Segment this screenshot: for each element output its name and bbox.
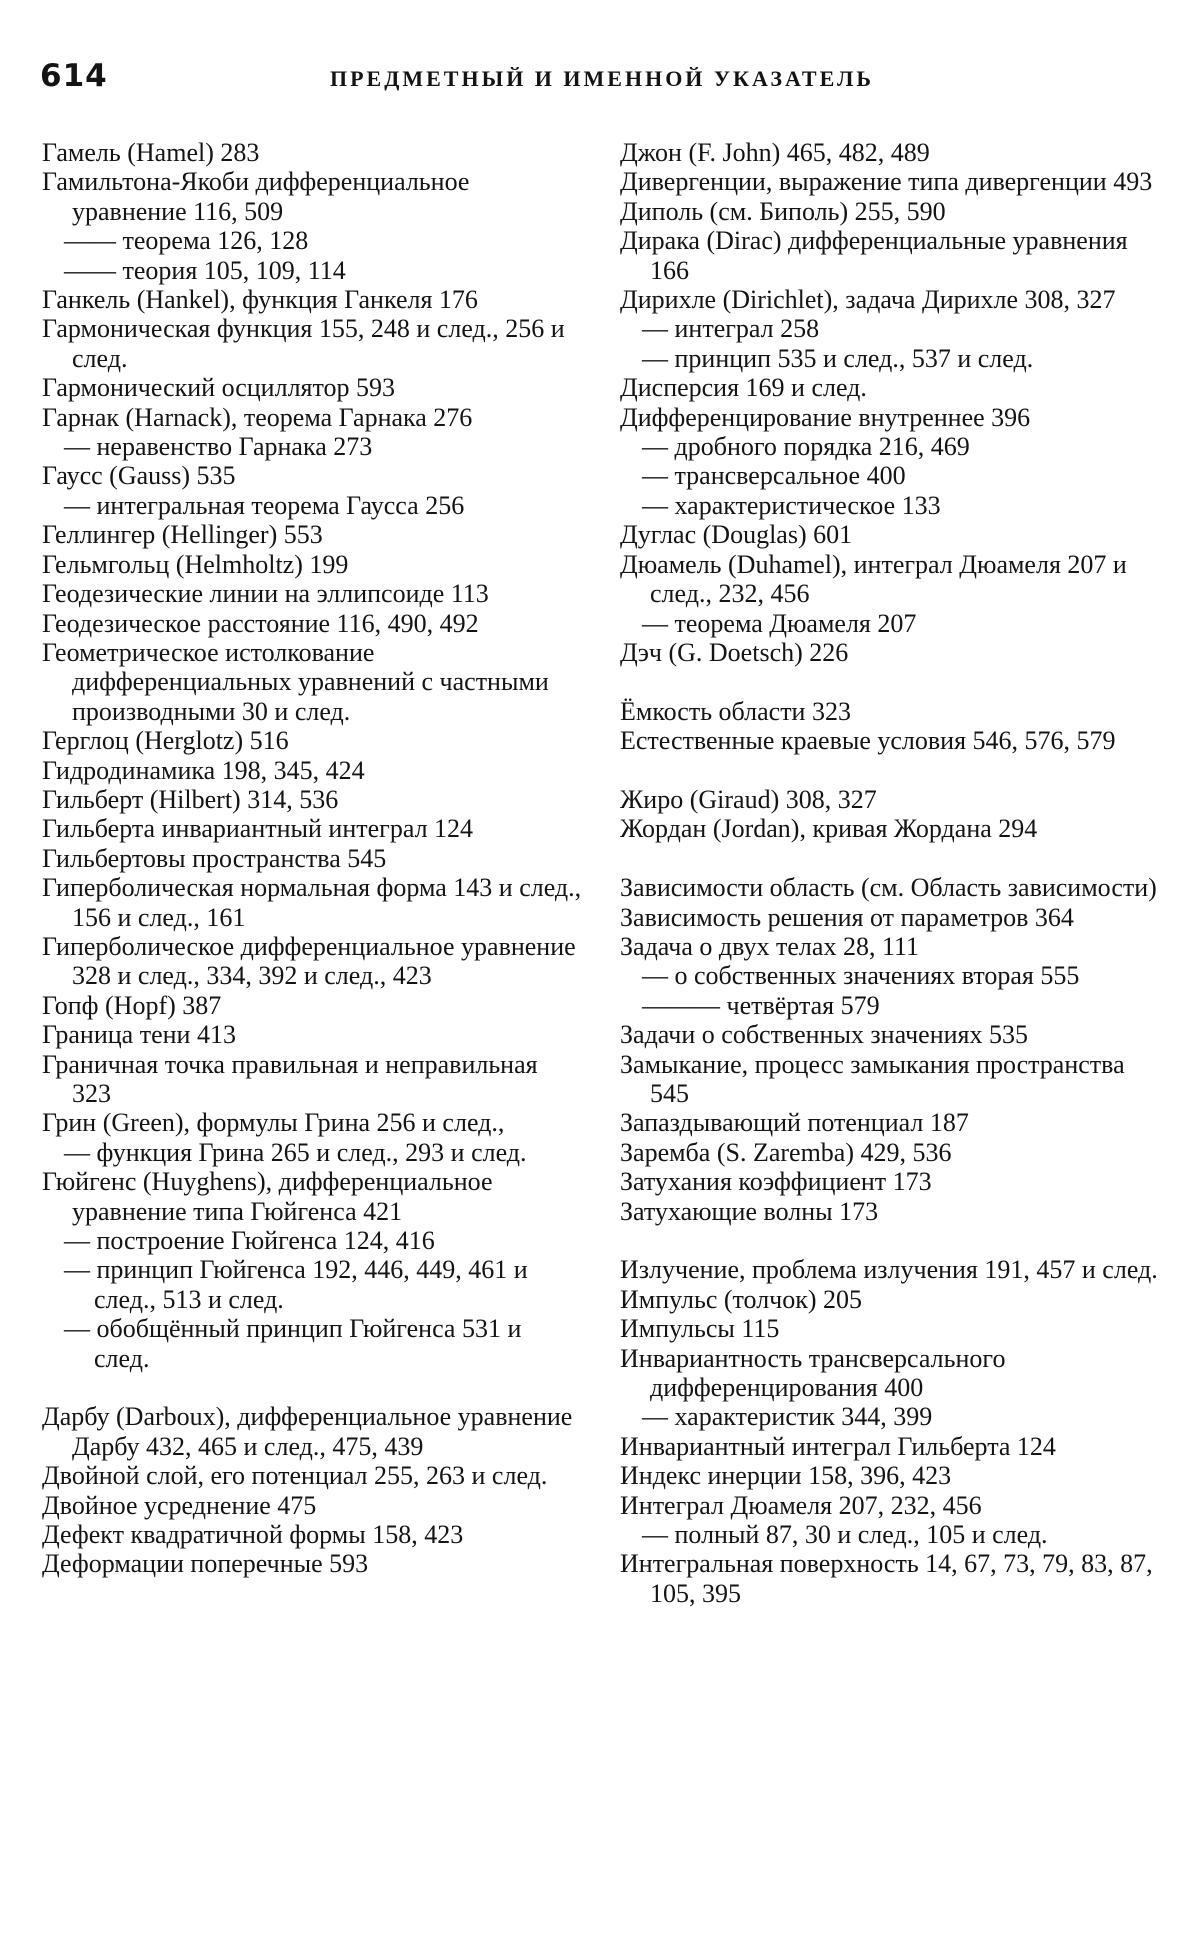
index-entry: Задача о двух телах 28, 111	[620, 931, 920, 961]
index-entry: Замыкание, процесс замыкания пространства 545	[620, 1049, 1125, 1108]
index-entry: Дифференцирование внутреннее 396	[620, 402, 1031, 432]
index-entry: Дарбу (Darboux), дифференциальное уравнение Дарбу 432, 465 и след., 475, 439	[42, 1402, 573, 1461]
index-entry: Задачи о собственных значениях 535	[620, 1020, 1029, 1050]
index-entry: Интегральная поверхность 14, 67, 73, 79, 83, 87, 105, 395	[620, 1549, 1153, 1608]
index-entry: Гильбертовы пространства 545	[42, 843, 387, 873]
index-subentry: — трансверсальное 400	[642, 461, 906, 491]
index-subentry: — о собственных значениях вторая 555	[642, 961, 1080, 991]
index-subentry: — характеристик 344, 399	[642, 1402, 933, 1432]
section-gap	[620, 667, 1168, 696]
index-entry: Заремба (S. Zaremba) 429, 536	[620, 1137, 952, 1167]
index-subentry: —— теорема 126, 128	[64, 226, 309, 256]
index-entry: Гюйгенс (Huyghens), дифференциальное уравнение типа Гюйгенса 421	[42, 1167, 493, 1226]
index-entry: Герглоц (Herglotz) 516	[42, 726, 289, 756]
index-subentry: — построение Гюйгенса 124, 416	[64, 1226, 435, 1256]
index-entry: Гармонический осциллятор 593	[42, 373, 396, 403]
page-header	[40, 58, 1170, 102]
index-entry: Гамильтона-Якоби дифференциальное уравнение 116, 509	[42, 167, 470, 226]
section-gap	[620, 756, 1168, 785]
index-subentry: — принцип Гюйгенса 192, 446, 449, 461 и след., 513 и след.	[64, 1255, 528, 1314]
index-subentry: — интегральная теорема Гаусса 256	[64, 490, 465, 520]
index-entry: Жиро (Giraud) 308, 327	[620, 784, 877, 814]
running-title: ПРЕДМЕТНЫЙ И ИМЕННОЙ УКАЗАТЕЛЬ	[330, 66, 874, 91]
index-entry: Геодезическое расстояние 116, 490, 492	[42, 608, 479, 638]
index-entry: Затухающие волны 173	[620, 1196, 879, 1226]
index-entry: Дуглас (Douglas) 601	[620, 520, 853, 550]
index-entry: Джон (F. John) 465, 482, 489	[620, 138, 930, 167]
index-entry: Гельмгольц (Helmholtz) 199	[42, 549, 349, 579]
index-entry: Двойной слой, его потенциал 255, 263 и след.	[42, 1461, 548, 1491]
index-entry: Геометрическое истолкование дифференциальных уравнений с частными производными 30 и след.	[42, 637, 549, 726]
index-entry: Гопф (Hopf) 387	[42, 990, 222, 1020]
index-entry: Инвариантный интеграл Гильберта 124	[620, 1431, 1056, 1461]
index-column-right	[620, 138, 1168, 1608]
index-entry: Излучение, проблема излучения 191, 457 и след.	[620, 1255, 1158, 1285]
index-entry: Граница тени 413	[42, 1020, 236, 1050]
index-entry: Дивергенции, выражение типа дивергенции 493	[620, 167, 1153, 197]
index-entry: Интеграл Дюамеля 207, 232, 456	[620, 1490, 982, 1520]
index-entry: Геодезические линии на эллипсоиде 113	[42, 579, 489, 609]
index-entry: Грин (Green), формулы Грина 256 и след.,	[42, 1108, 505, 1138]
index-entry: Дэч (G. Doetsch) 226	[620, 637, 849, 667]
index-entry: Гиперболическое дифференциальное уравнение 328 и след., 334, 392 и след., 423	[42, 931, 576, 991]
index-entry: Жордан (Jordan), кривая Жордана 294	[620, 814, 1038, 844]
index-entry: Дефект квадратичной формы 158, 423	[42, 1520, 464, 1550]
page-number: 614	[40, 58, 108, 94]
index-entry: Дирака (Dirac) дифференциальные уравнения 166	[620, 226, 1128, 285]
index-entry: Гамель (Hamel) 283	[42, 138, 260, 167]
index-subentry: — характеристическое 133	[642, 490, 941, 520]
index-subentry: —— теория 105, 109, 114	[64, 255, 346, 285]
index-entry: Ганкель (Hankel), функция Ганкеля 176	[42, 285, 478, 315]
index-subentry: — принцип 535 и след., 537 и след.	[642, 343, 1034, 373]
index-entry: Ёмкость области 323	[620, 696, 851, 726]
index-entry: Дирихле (Dirichlet), задача Дирихле 308, 327	[620, 285, 1116, 315]
index-entry: Запаздывающий потенциал 187	[620, 1108, 969, 1138]
index-entry: Гармоническая функция 155, 248 и след., 256 и след.	[42, 314, 565, 373]
index-entry: Естественные краевые условия 546, 576, 579	[620, 726, 1116, 756]
index-entry: Дюамель (Duhamel), интеграл Дюамеля 207 и след., 232, 456	[620, 549, 1127, 609]
index-subentry: — дробного порядка 216, 469	[642, 432, 970, 462]
index-entry: Инвариантность трансверсального дифференцирования 400	[620, 1343, 1006, 1402]
index-subentry: — теорема Дюамеля 207	[642, 608, 917, 638]
index-subentry: — обобщённый принцип Гюйгенса 531 и след.	[64, 1314, 522, 1373]
index-entry: Зависимости область (см. Область зависимости)	[620, 873, 1157, 903]
index-subentry: — функция Грина 265 и след., 293 и след.	[64, 1137, 527, 1167]
index-subentry: ——— четвёртая 579	[642, 990, 880, 1020]
index-entry: Гильберт (Hilbert) 314, 536	[42, 784, 339, 814]
index-entry: Дисперсия 169 и след.	[620, 373, 867, 403]
index-entry: Импульсы 115	[620, 1314, 780, 1344]
index-entry: Индекс инерции 158, 396, 423	[620, 1461, 952, 1491]
index-entry: Импульс (толчок) 205	[620, 1284, 863, 1314]
index-entry: Зависимость решения от параметров 364	[620, 902, 1074, 932]
index-entry: Гильберта инвариантный интеграл 124	[42, 814, 474, 844]
index-column-left	[42, 138, 582, 1579]
section-gap	[620, 844, 1168, 873]
index-subentry: — интеграл 258	[642, 314, 820, 344]
index-entry: Диполь (см. Биполь) 255, 590	[620, 196, 946, 226]
index-entry: Гаусс (Gauss) 535	[42, 461, 236, 491]
index-entry: Геллингер (Hellinger) 553	[42, 520, 323, 550]
index-entry: Затухания коэффициент 173	[620, 1167, 932, 1197]
index-entry: Деформации поперечные 593	[42, 1549, 369, 1579]
index-entry: Гидродинамика 198, 345, 424	[42, 755, 365, 785]
section-gap	[620, 1226, 1168, 1255]
index-entry: Гарнак (Harnack), теорема Гарнака 276	[42, 402, 473, 432]
section-gap	[42, 1373, 582, 1402]
index-entry: Граничная точка правильная и неправильная 323	[42, 1049, 538, 1108]
index-subentry: — полный 87, 30 и след., 105 и след.	[642, 1520, 1048, 1550]
index-subentry: — неравенство Гарнака 273	[64, 432, 373, 462]
index-entry: Гиперболическая нормальная форма 143 и след., 156 и след., 161	[42, 873, 582, 932]
index-entry: Двойное усреднение 475	[42, 1490, 317, 1520]
